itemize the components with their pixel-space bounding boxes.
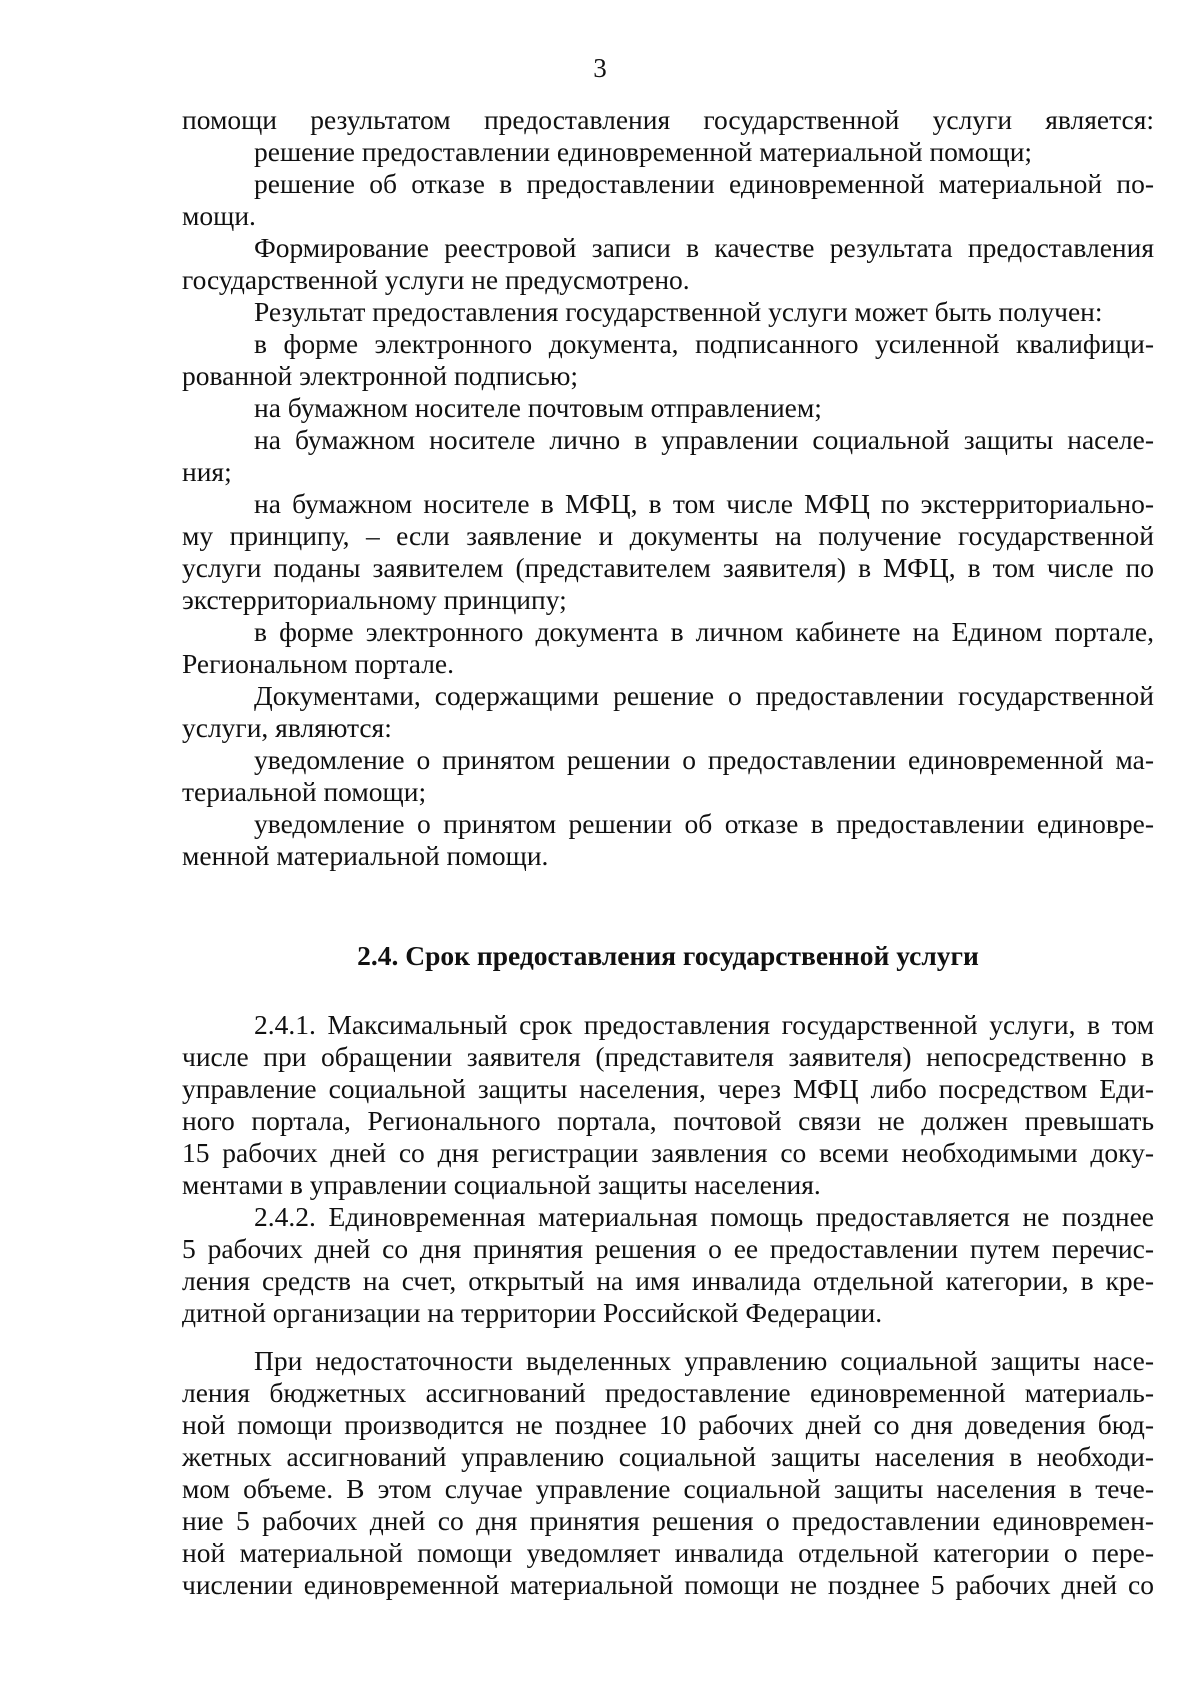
text-line: мощи. (182, 200, 256, 231)
text-line: числении единовременной материальной помощи не позднее 5 рабочих дней со (182, 1569, 1154, 1600)
text-line: ной материальной помощи уведомляет инвалида отдельной категории о пере- (182, 1537, 1154, 1568)
text-line: уведомление о принятом решении об отказе в предоставлении единовре- (254, 808, 1154, 839)
page-number: 3 (593, 53, 607, 83)
text-line: ления бюджетных ассигнований предоставление единовременной материаль- (182, 1377, 1154, 1408)
section-heading: 2.4. Срок предоставления государственной услуги (357, 940, 979, 971)
text-line: 2.4.1. Максимальный срок предоставления государственной услуги, в том (254, 1009, 1154, 1040)
text-line: уведомление о принятом решении о предоставлении единовременной ма- (254, 744, 1154, 775)
text-line: дитной организации на территории Российской Федерации. (182, 1297, 883, 1328)
text-line: услуги поданы заявителем (представителем заявителя) в МФЦ, в том числе по (182, 552, 1154, 583)
text-line: му принципу, – если заявление и документы на получение государственной (182, 520, 1154, 551)
text-line: на бумажном носителе лично в управлении социальной защиты населе- (254, 424, 1154, 455)
text-line: мом объеме. В этом случае управление социальной защиты населения в тече- (182, 1473, 1154, 1504)
text-line: 2.4.2. Единовременная материальная помощь предоставляется не позднее (254, 1201, 1154, 1232)
text-line: 5 рабочих дней со дня принятия решения о ее предоставлении путем перечис- (182, 1233, 1154, 1264)
text-line: Формирование реестровой записи в качестве результата предоставления (254, 232, 1154, 263)
text-line: рованной электронной подписью; (182, 360, 578, 391)
text-line: 15 рабочих дней со дня регистрации заявления со всеми необходимыми доку- (182, 1137, 1154, 1168)
text-line: При недостаточности выделенных управлению социальной защиты насе- (254, 1345, 1154, 1376)
text-line: Результат предоставления государственной услуги может быть получен: (254, 296, 1103, 327)
text-line: в форме электронного документа в личном кабинете на Едином портале, (254, 616, 1154, 647)
text-line: ного портала, Регионального портала, почтовой связи не должен превышать (182, 1105, 1154, 1136)
text-line: помощи результатом предоставления государственной услуги является: (182, 104, 1154, 135)
text-line: жетных ассигнований управлению социальной защиты населения в необходи- (182, 1441, 1154, 1472)
text-line: ние 5 рабочих дней со дня принятия решения о предоставлении единовремен- (182, 1505, 1154, 1536)
text-line: териальной помощи; (182, 776, 427, 807)
text-line: ления средств на счет, открытый на имя инвалида отдельной категории, в кре- (182, 1265, 1154, 1296)
text-line: Документами, содержащими решение о предоставлении государственной (254, 680, 1154, 711)
text-line: Региональном портале. (182, 648, 454, 679)
text-line: числе при обращении заявителя (представителя заявителя) непосредственно в (182, 1041, 1154, 1072)
text-line: услуги, являются: (182, 712, 392, 743)
text-line: ной помощи производится не позднее 10 рабочих дней со дня доведения бюд- (182, 1409, 1154, 1440)
text-line: на бумажном носителе почтовым отправлением; (254, 392, 822, 423)
text-line: ния; (182, 456, 232, 487)
text-line: ментами в управлении социальной защиты населения. (182, 1169, 821, 1200)
text-line: менной материальной помощи. (182, 840, 549, 871)
text-line: государственной услуги не предусмотрено. (182, 264, 690, 295)
text-line: управление социальной защиты населения, через МФЦ либо посредством Еди- (182, 1073, 1154, 1104)
text-line: экстерриториальному принципу; (182, 584, 567, 615)
text-line: решение предоставлении единовременной материальной помощи; (254, 136, 1033, 167)
text-line: на бумажном носителе в МФЦ, в том числе МФЦ по экстерриториально- (254, 488, 1154, 519)
text-line: решение об отказе в предоставлении единовременной материальной по- (254, 168, 1154, 199)
text-line: в форме электронного документа, подписанного усиленной квалифици- (254, 328, 1154, 359)
